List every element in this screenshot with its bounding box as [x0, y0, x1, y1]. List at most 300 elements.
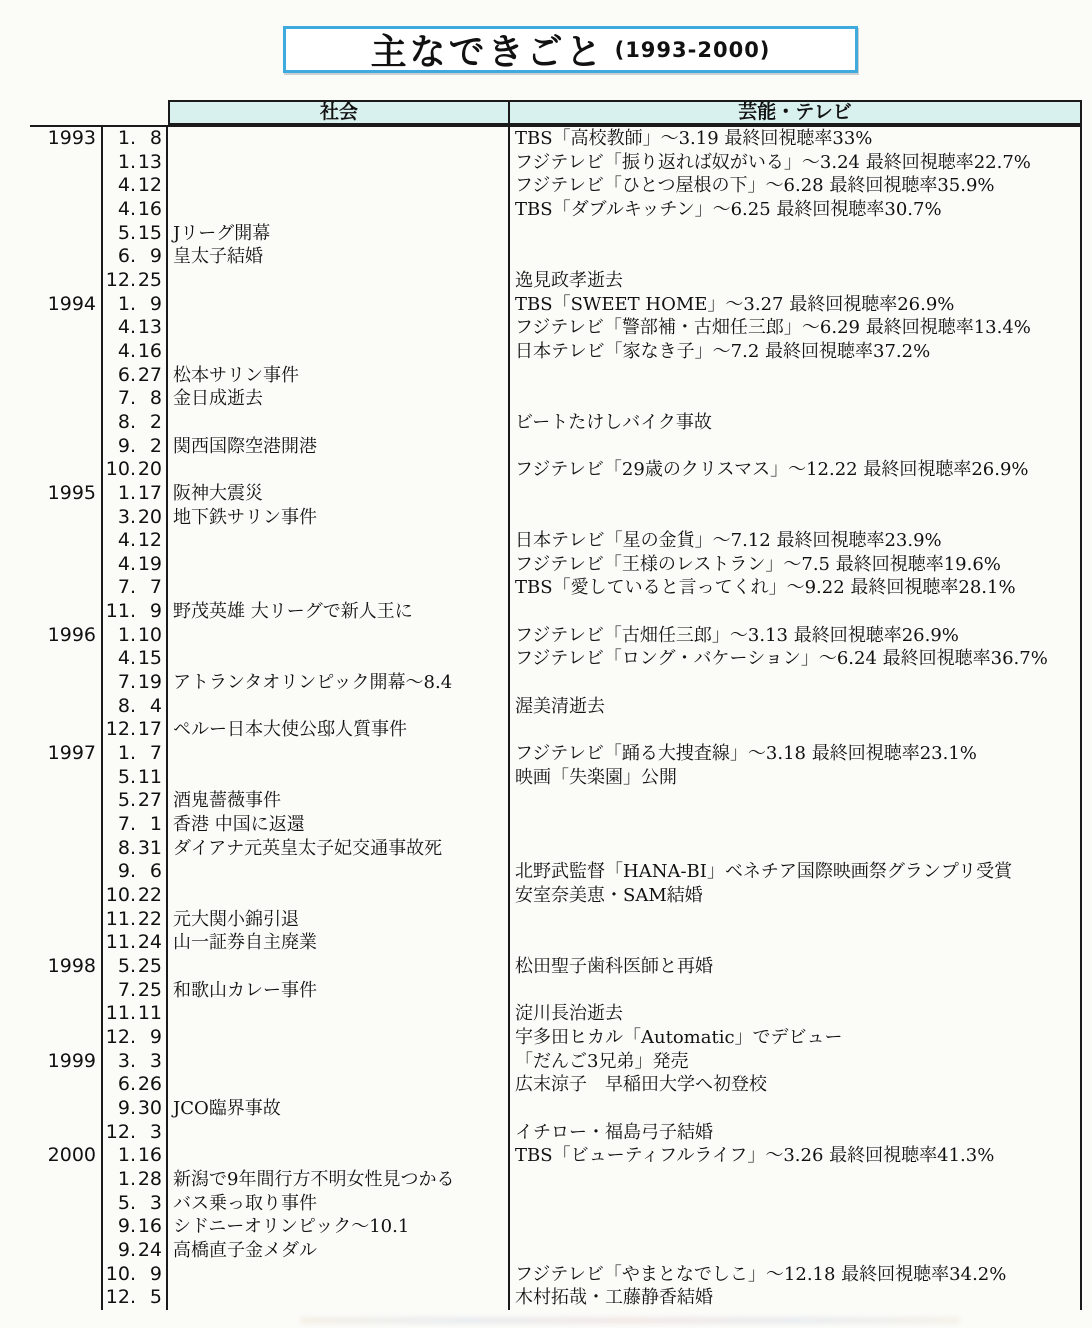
table-row [30, 1002, 1082, 1026]
society-cell [168, 458, 510, 482]
title-year-range: (1993-2000) [614, 37, 771, 62]
date-cell [101, 695, 168, 719]
month-value: 7. [117, 813, 136, 836]
year-cell [30, 789, 101, 813]
table-row [30, 1026, 1082, 1050]
day-value: 12 [137, 174, 162, 197]
date-cell [101, 789, 168, 813]
year-cell [30, 222, 101, 246]
day-value: 28 [137, 1167, 162, 1190]
society-cell: 松本サリン事件 [168, 364, 510, 388]
society-cell [168, 269, 510, 293]
entertainment-cell: フジテレビ「王様のレストラン」〜7.5 最終回視聴率19.6% [510, 553, 1082, 577]
day-value: 16 [137, 1144, 162, 1167]
entertainment-cell [510, 671, 1082, 695]
year-cell [30, 931, 101, 955]
month-value: 1. [117, 150, 136, 173]
entertainment-cell: フジテレビ「古畑任三郎」〜3.13 最終回視聴率26.9% [510, 624, 1082, 648]
date-cell [101, 576, 168, 600]
date-cell [101, 1239, 168, 1263]
entertainment-cell [510, 482, 1082, 506]
entertainment-cell: フジテレビ「ロング・バケーション」〜6.24 最終回視聴率36.7% [510, 647, 1082, 671]
society-cell [168, 529, 510, 553]
year-cell [30, 695, 101, 719]
day-value: 20 [137, 458, 162, 481]
entertainment-cell [510, 387, 1082, 411]
month-value: 5. [117, 789, 136, 812]
date-cell [101, 1168, 168, 1192]
day-value: 2 [149, 434, 162, 457]
society-cell: JCO臨界事故 [168, 1097, 510, 1121]
entertainment-cell: フジテレビ「警部補・古畑任三郎」〜6.29 最終回視聴率13.4% [510, 316, 1082, 340]
day-value: 31 [137, 836, 162, 859]
table-row [30, 624, 1082, 648]
date-cell [101, 1050, 168, 1074]
table-row [30, 742, 1082, 766]
society-cell [168, 766, 510, 790]
society-cell [168, 624, 510, 648]
society-cell [168, 576, 510, 600]
day-value: 11 [137, 765, 162, 788]
date-cell [101, 553, 168, 577]
year-cell [30, 316, 101, 340]
entertainment-cell [510, 435, 1082, 459]
table-row [30, 293, 1082, 317]
entertainment-cell: 逸見政孝逝去 [510, 269, 1082, 293]
entertainment-cell [510, 1239, 1082, 1263]
year-cell: 1993 [47, 127, 96, 149]
table-row [30, 576, 1082, 600]
entertainment-cell: TBS「ダブルキッチン」〜6.25 最終回視聴率30.7% [510, 198, 1082, 222]
entertainment-cell: 宇多田ヒカル「Automatic」でデビュー [510, 1026, 1082, 1050]
column-header-society: 社会 [170, 102, 510, 123]
year-cell [30, 1239, 101, 1263]
day-value: 27 [137, 789, 162, 812]
entertainment-cell [510, 813, 1082, 837]
entertainment-cell: イチロー・福島弓子結婚 [510, 1121, 1082, 1145]
entertainment-cell: 松田聖子歯科医師と再婚 [510, 955, 1082, 979]
entertainment-cell: フジテレビ「29歳のクリスマス」〜12.22 最終回視聴率26.9% [510, 458, 1082, 482]
month-value: 4. [117, 174, 136, 197]
month-value: 1. [117, 742, 136, 765]
table-row [30, 553, 1082, 577]
day-value: 8 [149, 127, 162, 149]
date-cell [101, 908, 168, 932]
date-cell [101, 955, 168, 979]
day-value: 15 [137, 647, 162, 670]
date-cell [101, 364, 168, 388]
year-cell [30, 529, 101, 553]
month-value: 4. [117, 339, 136, 362]
date-cell [101, 482, 168, 506]
date-cell [101, 1121, 168, 1145]
entertainment-cell [510, 931, 1082, 955]
month-value: 12. [105, 1286, 136, 1309]
day-value: 12 [137, 529, 162, 552]
date-cell [101, 671, 168, 695]
month-value: 5. [117, 221, 136, 244]
entertainment-cell: ビートたけしバイク事故 [510, 411, 1082, 435]
table-row [30, 789, 1082, 813]
date-cell [101, 340, 168, 364]
society-cell: 山一証券自主廃業 [168, 931, 510, 955]
day-value: 13 [137, 150, 162, 173]
events-table [30, 100, 1082, 1310]
entertainment-cell: 淀川長治逝去 [510, 1002, 1082, 1026]
date-cell [101, 979, 168, 1003]
day-value: 8 [149, 387, 162, 410]
month-value: 1. [117, 1167, 136, 1190]
day-value: 3 [149, 1191, 162, 1214]
table-row [30, 837, 1082, 861]
society-cell: 酒鬼薔薇事件 [168, 789, 510, 813]
month-value: 3. [117, 505, 136, 528]
year-cell [30, 269, 101, 293]
date-cell [101, 1215, 168, 1239]
day-value: 26 [137, 1073, 162, 1096]
table-row [30, 1168, 1082, 1192]
year-cell [30, 718, 101, 742]
year-cell: 1997 [47, 742, 96, 765]
day-value: 3 [149, 1049, 162, 1072]
table-row [30, 813, 1082, 837]
day-value: 25 [137, 268, 162, 291]
date-cell [101, 837, 168, 861]
society-cell: バス乗っ取り事件 [168, 1192, 510, 1216]
table-row [30, 1239, 1082, 1263]
month-value: 5. [117, 765, 136, 788]
date-cell [101, 387, 168, 411]
day-value: 22 [137, 884, 162, 906]
year-cell: 1998 [47, 954, 96, 977]
entertainment-cell [510, 364, 1082, 388]
month-value: 11. [105, 1002, 136, 1025]
entertainment-cell: 北野武監督「HANA-BI」ベネチア国際映画祭グランプリ受賞 [510, 860, 1082, 884]
day-value: 16 [137, 1215, 162, 1238]
society-cell: ダイアナ元英皇太子妃交通事故死 [168, 837, 510, 861]
table-row [30, 600, 1082, 624]
day-value: 24 [137, 931, 162, 954]
entertainment-cell: 日本テレビ「家なき子」〜7.2 最終回視聴率37.2% [510, 340, 1082, 364]
society-cell: 元大関小錦引退 [168, 908, 510, 932]
date-cell [101, 884, 168, 908]
year-cell: 1996 [47, 623, 96, 646]
day-value: 13 [137, 316, 162, 339]
month-value: 6. [117, 363, 136, 386]
day-value: 1 [149, 813, 162, 836]
day-value: 17 [137, 481, 162, 504]
date-cell [101, 766, 168, 790]
day-value: 11 [137, 1002, 162, 1025]
date-cell [101, 1026, 168, 1050]
table-row [30, 174, 1082, 198]
society-cell [168, 198, 510, 222]
date-cell [101, 1192, 168, 1216]
entertainment-cell: フジテレビ「やまとなでしこ」〜12.18 最終回視聴率34.2% [510, 1263, 1082, 1287]
society-cell [168, 1026, 510, 1050]
entertainment-cell [510, 979, 1082, 1003]
day-value: 9 [149, 245, 162, 268]
month-value: 1. [117, 481, 136, 504]
society-cell: 皇太子結婚 [168, 245, 510, 269]
month-value: 11. [105, 931, 136, 954]
year-cell [30, 671, 101, 695]
date-cell [101, 1073, 168, 1097]
date-cell [101, 506, 168, 530]
entertainment-cell: 渥美清逝去 [510, 695, 1082, 719]
month-value: 5. [117, 1191, 136, 1214]
table-row [30, 908, 1082, 932]
date-cell [101, 1097, 168, 1121]
society-cell [168, 955, 510, 979]
entertainment-cell [510, 222, 1082, 246]
month-value: 6. [117, 1073, 136, 1096]
month-value: 4. [117, 316, 136, 339]
table-row [30, 860, 1082, 884]
society-cell [168, 553, 510, 577]
month-value: 9. [117, 1238, 136, 1261]
year-cell [30, 908, 101, 932]
entertainment-cell [510, 837, 1082, 861]
event-rows [30, 125, 1082, 1310]
table-row [30, 1121, 1082, 1145]
month-value: 7. [117, 387, 136, 410]
date-cell [101, 435, 168, 459]
date-cell [101, 600, 168, 624]
table-row [30, 1073, 1082, 1097]
table-row [30, 340, 1082, 364]
entertainment-cell [510, 1097, 1082, 1121]
table-row [30, 931, 1082, 955]
month-value: 8. [117, 694, 136, 717]
day-value: 25 [137, 954, 162, 977]
day-value: 9 [149, 1262, 162, 1285]
table-row [30, 1050, 1082, 1074]
year-cell [30, 1192, 101, 1216]
date-cell [101, 931, 168, 955]
year-cell [30, 979, 101, 1003]
entertainment-cell: 日本テレビ「星の金貨」〜7.12 最終回視聴率23.9% [510, 529, 1082, 553]
entertainment-cell [510, 1168, 1082, 1192]
date-cell [101, 1002, 168, 1026]
society-cell [168, 411, 510, 435]
society-cell [168, 742, 510, 766]
year-cell [30, 1215, 101, 1239]
month-value: 9. [117, 860, 136, 883]
day-value: 5 [149, 1286, 162, 1309]
entertainment-cell: フジテレビ「振り返れば奴がいる」〜3.24 最終回視聴率22.7% [510, 151, 1082, 175]
society-cell [168, 316, 510, 340]
society-cell [168, 1002, 510, 1026]
society-cell: 関西国際空港開港 [168, 435, 510, 459]
table-row [30, 1192, 1082, 1216]
day-value: 27 [137, 363, 162, 386]
date-cell [101, 647, 168, 671]
society-cell: 和歌山カレー事件 [168, 979, 510, 1003]
society-cell: 高橋直子金メダル [168, 1239, 510, 1263]
society-cell [168, 340, 510, 364]
society-cell [168, 151, 510, 175]
table-row [30, 979, 1082, 1003]
month-value: 1. [117, 127, 136, 149]
day-value: 20 [137, 505, 162, 528]
table-row [30, 127, 1082, 151]
year-cell [30, 1073, 101, 1097]
date-cell [101, 411, 168, 435]
month-value: 12. [105, 718, 136, 741]
year-cell [30, 813, 101, 837]
year-cell [30, 884, 101, 908]
month-value: 8. [117, 836, 136, 859]
society-cell [168, 647, 510, 671]
column-header-entertainment: 芸能・テレビ [738, 101, 852, 123]
date-cell [101, 198, 168, 222]
month-value: 1. [117, 623, 136, 646]
date-cell [101, 458, 168, 482]
table-row [30, 222, 1082, 246]
table-row [30, 647, 1082, 671]
year-cell [30, 151, 101, 175]
date-cell [101, 316, 168, 340]
day-value: 15 [137, 221, 162, 244]
year-cell [30, 435, 101, 459]
year-cell [30, 506, 101, 530]
date-cell [101, 742, 168, 766]
date-cell [101, 269, 168, 293]
month-value: 9. [117, 434, 136, 457]
year-cell [30, 245, 101, 269]
year-cell: 1994 [47, 292, 96, 315]
entertainment-cell: TBS「愛していると言ってくれ」〜9.22 最終回視聴率28.1% [510, 576, 1082, 600]
year-cell [30, 1002, 101, 1026]
table-row [30, 766, 1082, 790]
month-value: 4. [117, 552, 136, 575]
year-cell [30, 1026, 101, 1050]
date-cell [101, 624, 168, 648]
year-cell [30, 364, 101, 388]
table-row [30, 529, 1082, 553]
entertainment-cell [510, 600, 1082, 624]
society-cell [168, 884, 510, 908]
year-cell [30, 458, 101, 482]
table-row [30, 435, 1082, 459]
society-cell [168, 1144, 510, 1168]
society-cell [168, 1121, 510, 1145]
year-cell [30, 860, 101, 884]
society-cell [168, 174, 510, 198]
table-row [30, 695, 1082, 719]
entertainment-cell: フジテレビ「踊る大捜査線」〜3.18 最終回視聴率23.1% [510, 742, 1082, 766]
date-cell [101, 293, 168, 317]
year-cell [30, 837, 101, 861]
entertainment-cell: 安室奈美恵・SAM結婚 [510, 884, 1082, 908]
day-value: 6 [149, 860, 162, 883]
day-value: 22 [137, 907, 162, 930]
year-cell: 1995 [47, 481, 96, 504]
year-cell [30, 387, 101, 411]
table-header-row [168, 100, 1082, 125]
society-cell: 香港 中国に返還 [168, 813, 510, 837]
entertainment-cell [510, 506, 1082, 530]
day-value: 19 [137, 552, 162, 575]
year-cell [30, 600, 101, 624]
date-cell [101, 222, 168, 246]
year-cell [30, 1168, 101, 1192]
date-cell [101, 174, 168, 198]
month-value: 1. [117, 1144, 136, 1167]
table-row [30, 1263, 1082, 1287]
cutoff-print-artifact [300, 1317, 960, 1324]
table-row [30, 1215, 1082, 1239]
date-cell [101, 127, 168, 151]
entertainment-cell: TBS「SWEET HOME」〜3.27 最終回視聴率26.9% [510, 293, 1082, 317]
date-cell [101, 245, 168, 269]
entertainment-cell [510, 1215, 1082, 1239]
day-value: 25 [137, 978, 162, 1001]
entertainment-cell [510, 908, 1082, 932]
day-value: 9 [149, 1025, 162, 1048]
society-cell [168, 1263, 510, 1287]
entertainment-cell: TBS「ビューティフルライフ」〜3.26 最終回視聴率41.3% [510, 1144, 1082, 1168]
month-value: 10. [105, 1262, 136, 1285]
month-value: 4. [117, 529, 136, 552]
day-value: 19 [137, 671, 162, 694]
table-row [30, 506, 1082, 530]
year-cell [30, 553, 101, 577]
month-value: 3. [117, 1049, 136, 1072]
day-value: 2 [149, 410, 162, 433]
day-value: 16 [137, 197, 162, 220]
month-value: 6. [117, 245, 136, 268]
table-row [30, 245, 1082, 269]
day-value: 9 [149, 292, 162, 315]
society-cell: 金日成逝去 [168, 387, 510, 411]
date-cell [101, 529, 168, 553]
year-cell [30, 1097, 101, 1121]
year-cell [30, 174, 101, 198]
page-title [283, 26, 858, 73]
month-value: 7. [117, 576, 136, 599]
day-value: 30 [137, 1096, 162, 1119]
day-value: 4 [149, 694, 162, 717]
year-cell [30, 647, 101, 671]
day-value: 10 [137, 623, 162, 646]
day-value: 17 [137, 718, 162, 741]
table-row [30, 269, 1082, 293]
entertainment-cell: 木村拓哉・工藤静香結婚 [510, 1286, 1082, 1310]
date-cell [101, 1263, 168, 1287]
table-row [30, 482, 1082, 506]
month-value: 11. [105, 600, 136, 623]
society-cell [168, 1286, 510, 1310]
day-value: 7 [149, 576, 162, 599]
year-cell [30, 411, 101, 435]
month-value: 10. [105, 458, 136, 481]
society-cell [168, 1050, 510, 1074]
day-value: 16 [137, 339, 162, 362]
month-value: 12. [105, 268, 136, 291]
table-row [30, 198, 1082, 222]
table-row [30, 364, 1082, 388]
date-cell [101, 1286, 168, 1310]
table-row [30, 718, 1082, 742]
table-row [30, 1097, 1082, 1121]
entertainment-cell: 「だんご3兄弟」発売 [510, 1050, 1082, 1074]
table-row [30, 955, 1082, 979]
table-row [30, 151, 1082, 175]
table-row [30, 671, 1082, 695]
entertainment-cell: TBS「高校教師」〜3.19 最終回視聴率33% [510, 127, 1082, 151]
